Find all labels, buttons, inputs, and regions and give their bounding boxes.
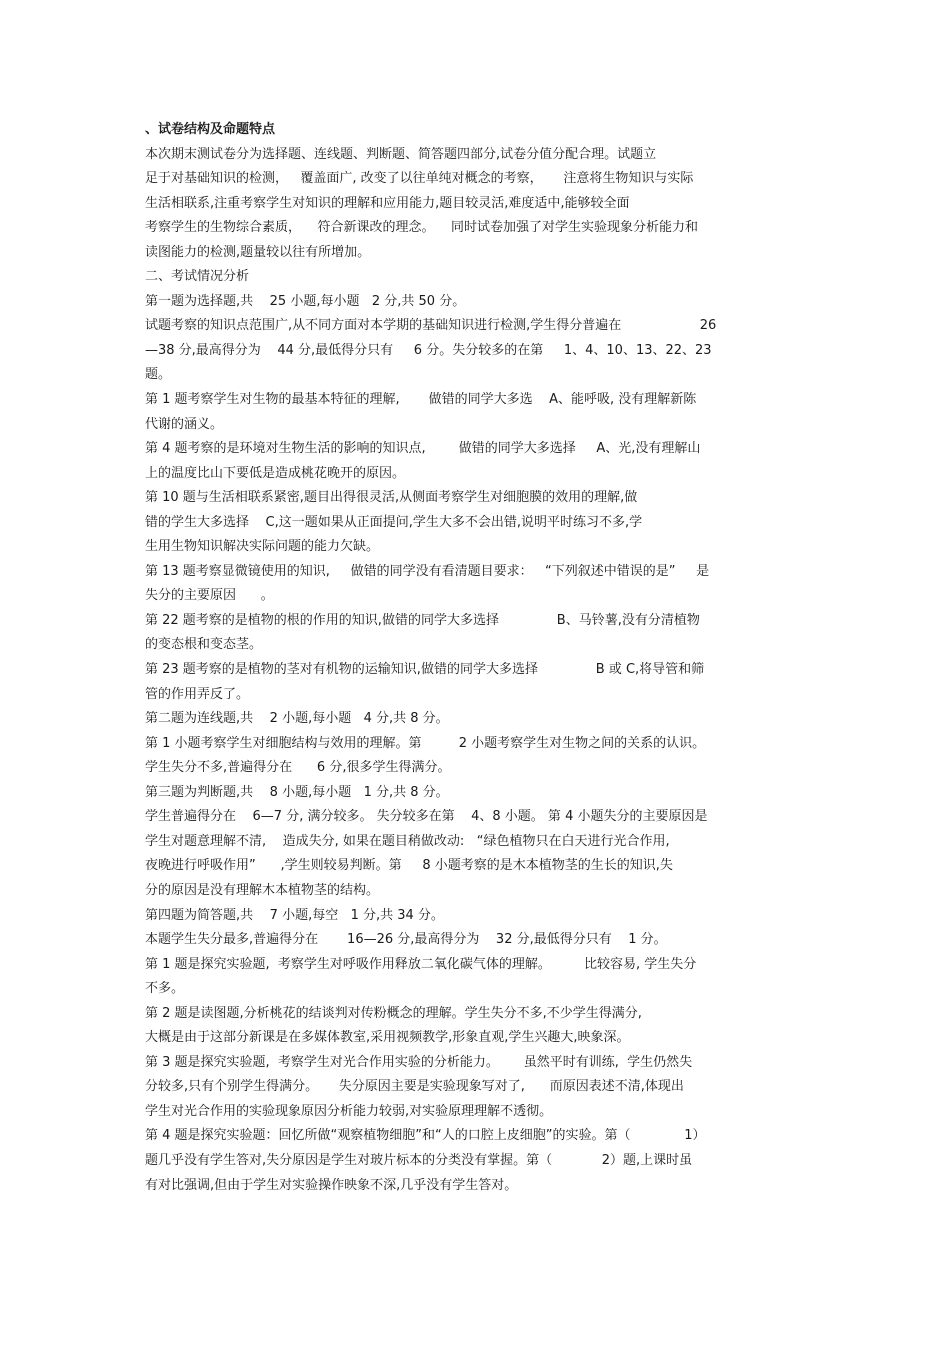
text-line: 第 1 题是探究实验题, 考察学生对呼吸作用释放二氧化碳气体的理解。 比较容易, 学生失分 (145, 956, 697, 972)
text-line: 有对比强调,但由于学生对实验操作映象不深,几乎没有学生答对。 (145, 1177, 518, 1193)
text-line: 第 2 题是读图题,分析桃花的结谈判对传粉概念的理解。学生失分不多,不少学生得满分, (145, 1005, 642, 1021)
text-line: 足于对基础知识的检测， 覆盖面广, 改变了以往单纯对概念的考察， 注意将生物知识与实际 (145, 171, 694, 187)
text-line: 题。 (145, 367, 172, 383)
text-line: 的变态根和变态茎。 (145, 637, 263, 653)
text-line: 不多。 (145, 981, 185, 997)
text-line: 第四题为简答题,共 7 小题,每空 1 分,共 34 分。 (145, 907, 444, 923)
text-line: 上的温度比山下要低是造成桃花晚开的原因。 (145, 465, 406, 481)
section-heading: 、试卷结构及命题特点 (145, 122, 276, 137)
text-line: 第 10 题与生活相联系紧密,题目出得很灵活,从侧面考察学生对细胞膜的效用的理解,做 (145, 490, 638, 506)
text-line: —38 分,最高得分为 44 分,最低得分只有 6 分。失分较多的在第 1、4、10、13、22、23 (145, 342, 712, 358)
text-line: 生活相联系,注重考察学生对知识的理解和应用能力,题目较灵活,难度适中,能够较全面 (145, 195, 630, 211)
text-line: 大概是由于这部分新课是在多媒体教室,采用视频教学,形象直观,学生兴趣大,映象深。 (145, 1030, 630, 1046)
text-line: 考察学生的生物综合素质， 符合新课改的理念。 同时试卷加强了对学生实验现象分析能力和 (145, 220, 699, 236)
text-line: 分的原因是没有理解木本植物茎的结构。 (145, 882, 380, 898)
text-line: 试题考察的知识点范围广,从不同方面对本学期的基础知识进行检测,学生得分普遍在 26 (145, 318, 717, 334)
text-line: 学生失分不多,普遍得分在 6 分,很多学生得满分。 (145, 760, 451, 776)
text-line: 学生对光合作用的实验现象原因分析能力较弱,对实验原理理解不透彻。 (145, 1103, 553, 1119)
text-line: 第 4 题是探究实验题：回忆所做“观察植物细胞”和“人的口腔上皮细胞”的实验。第（ 1） (145, 1128, 706, 1144)
text-line: 学生普遍得分在 6—7 分, 满分较多。 失分较多在第 4、8 小题。 第 4 小题失分的主要原因是 (145, 809, 708, 825)
text-line: 代谢的涵义。 (145, 416, 224, 432)
text-line: 夜晚进行呼吸作用” ,学生则较易判断。第 8 小题考察的是木本植物茎的生长的知识,失 (145, 858, 673, 874)
text-line: 二、考试情况分析 (145, 269, 250, 285)
text-line: 第 23 题考察的是植物的茎对有机物的运输知识,做错的同学大多选择 B 或 C,将导管和筛 (145, 662, 705, 678)
document-body (145, 118, 810, 1198)
text-line: 第 4 题考察的是环境对生物生活的影响的知识点, 做错的同学大多选择 A、光,没有理解山 (145, 441, 701, 457)
text-line: 分较多,只有个别学生得满分。 失分原因主要是实验现象写对了, 而原因表述不清,体现出 (145, 1079, 684, 1095)
text-line: 第 13 题考察显微镜使用的知识, 做错的同学没有看清题目要求： “下列叙述中错误的是” 是 (145, 563, 710, 579)
text-line: 第 1 小题考察学生对细胞结构与效用的理解。第 2 小题考察学生对生物之间的关系的认识。 (145, 735, 706, 751)
text-line: 第 1 题考察学生对生物的最基本特征的理解, 做错的同学大多选 A、能呼吸, 没有理解新陈 (145, 392, 697, 408)
text-line: 本题学生失分最多,普遍得分在 16—26 分,最高得分为 32 分,最低得分只有 1 分。 (145, 932, 667, 948)
text-line: 错的学生大多选择 C,这一题如果从正面提问,学生大多不会出错,说明平时练习不多,学 (145, 514, 643, 530)
text-line: 生用生物知识解决实际问题的能力欠缺。 (145, 539, 380, 555)
text-line: 第 22 题考察的是植物的根的作用的知识,做错的同学大多选择 B、马铃薯,没有分清植物 (145, 612, 700, 628)
text-line: 第一题为选择题,共 25 小题,每小题 2 分,共 50 分。 (145, 293, 466, 309)
text-line: 第二题为连线题,共 2 小题,每小题 4 分,共 8 分。 (145, 711, 449, 727)
text-line: 读图能力的检测,题量较以往有所增加。 (145, 244, 371, 260)
text-line: 第 3 题是探究实验题, 考察学生对光合作用实验的分析能力。 虽然平时有训练, 学生仍然失 (145, 1054, 693, 1070)
text-line: 本次期末测试卷分为选择题、连线题、判断题、简答题四部分,试卷分值分配合理。试题立 (145, 146, 657, 162)
text-line: 第三题为判断题,共 8 小题,每小题 1 分,共 8 分。 (145, 784, 449, 800)
text-line: 学生对题意理解不清, 造成失分, 如果在题目稍做改动: “绿色植物只在白天进行光合作用, (145, 833, 670, 849)
text-line: 管的作用弄反了。 (145, 686, 250, 702)
text-line: 失分的主要原因 。 (145, 588, 274, 604)
text-line: 题几乎没有学生答对,失分原因是学生对玻片标本的分类没有掌握。第（ 2）题,上课时虽 (145, 1152, 693, 1168)
